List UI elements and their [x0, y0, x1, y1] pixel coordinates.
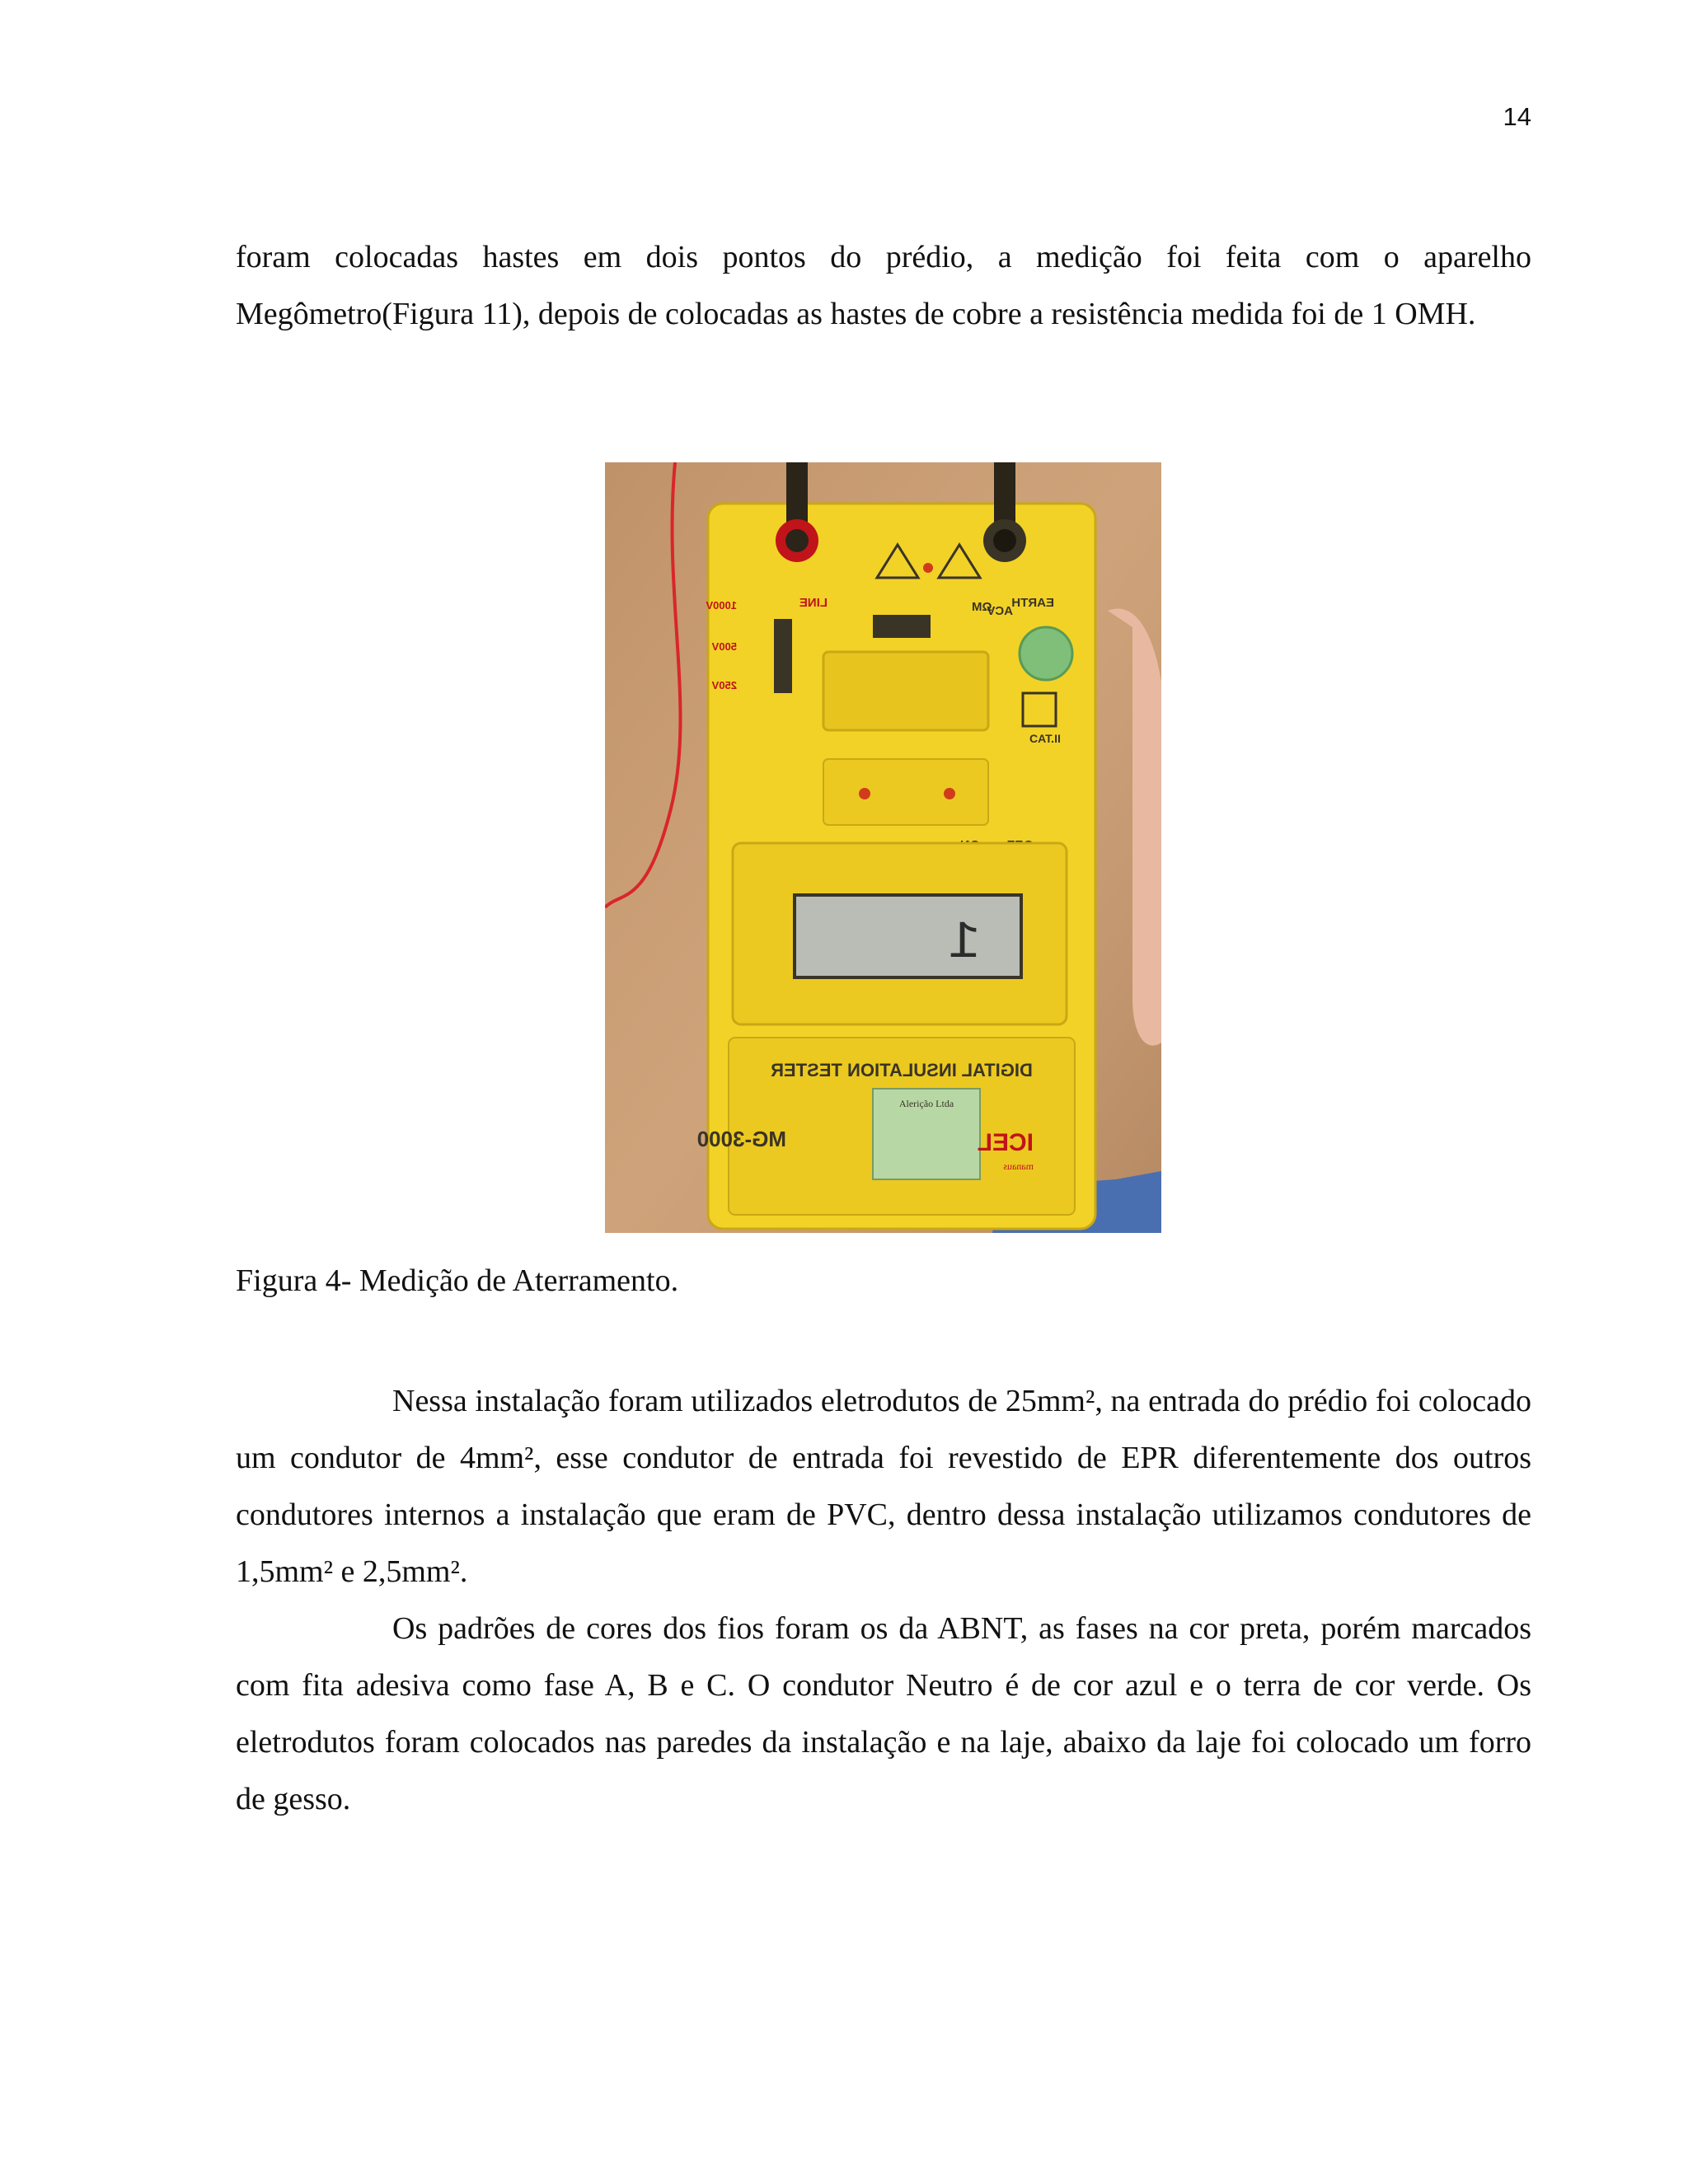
- lcd-display: [795, 895, 1021, 977]
- battery-door: [823, 652, 988, 730]
- paragraph-3: Os padrões de cores dos fios foram os da ABNT, as fases na cor preta, porém marcados com fita adesiva como fase A, B e C. O condutor Neutro é de cor azul e o terra de cor verde. Os eletrodutos foram colocados nas paredes da instalação e na laje, abaixo da laje foi colocado um forro de gesso.: [236, 1611, 1531, 1816]
- on-led: [859, 788, 870, 799]
- label-500v: 500V: [711, 640, 737, 653]
- paragraph-1: foram colocadas hastes em dois pontos do prédio, a medição foi feita com o aparelho Megômetro(Figura 11), depois de colocadas as hastes de cobre a resistência medida foi de 1 OMH.: [236, 240, 1531, 331]
- page-number: 14: [1503, 102, 1531, 131]
- label-earth: EARTH: [1011, 596, 1054, 610]
- paragraph-2: Nessa instalação foram utilizados eletrodutos de 25mm², na entrada do prédio foi colocado um condutor de 4mm², esse condutor de entrada foi revestido de EPR diferentemente dos outros condutores internos a instalação que eram de PVC, dentro dessa instalação utilizamos condutores de 1,5mm² e 2,5mm².: [236, 1384, 1531, 1589]
- label-250v: 250V: [711, 679, 737, 691]
- label-line: LINE: [799, 596, 828, 610]
- label-mohm: MΩ: [972, 600, 992, 614]
- test-button: [1020, 627, 1072, 680]
- sticker-text: Alerição Ltda: [898, 1098, 954, 1109]
- brand-sub: manaus: [1003, 1160, 1034, 1172]
- brand-logo: ICEL: [977, 1129, 1034, 1156]
- figure-caption: Figura 4- Medição de Aterramento.: [236, 1263, 679, 1298]
- range-switch: [873, 615, 931, 638]
- device-title: DIGITAL INSULATION TESTER: [771, 1060, 1033, 1080]
- figure-photo-megohmmeter: [605, 462, 1161, 1233]
- lcd-reading: 1: [948, 914, 980, 973]
- device-model: MG-3000: [696, 1127, 786, 1151]
- label-acv: ACV: [987, 604, 1013, 618]
- voltage-switch: [774, 619, 792, 693]
- off-led: [944, 788, 955, 799]
- label-cat: CAT.II: [1029, 732, 1061, 745]
- label-1000v: 1000V: [706, 599, 737, 612]
